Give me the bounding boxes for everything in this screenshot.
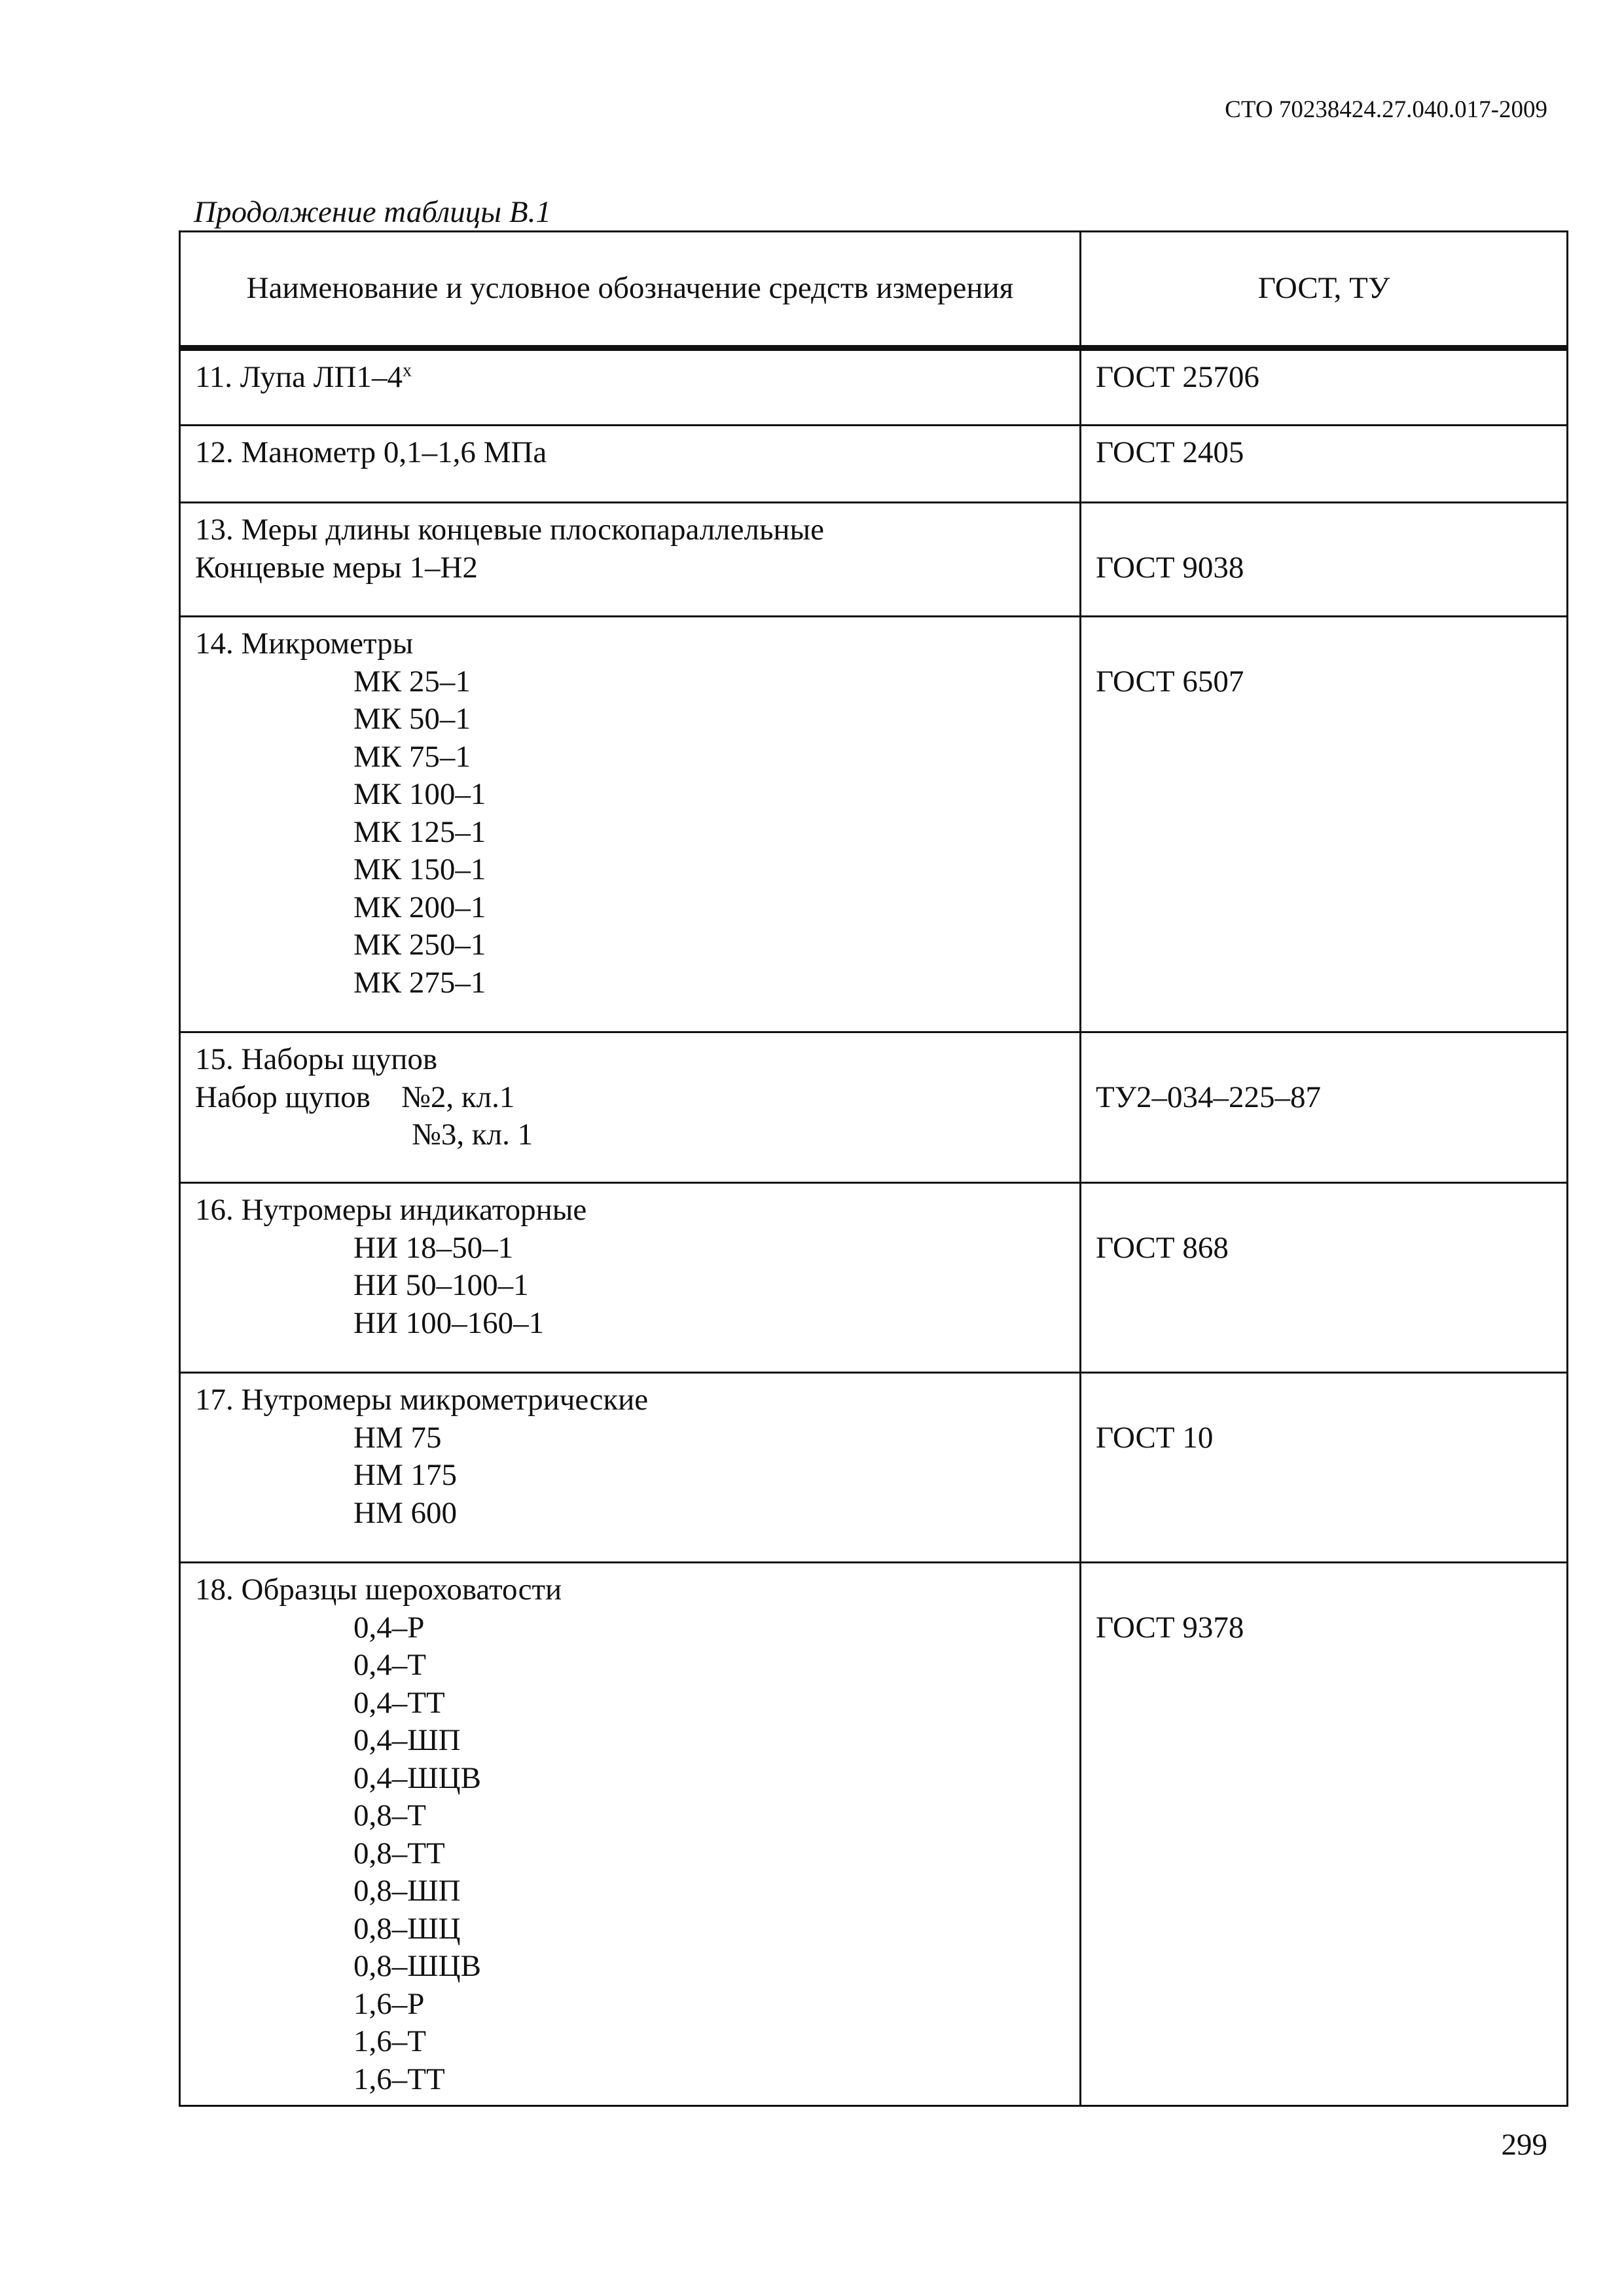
list-item: 1,6–Р [353, 1986, 425, 2021]
row-subtitle: Концевые меры 1–Н2 [195, 550, 478, 585]
page-number: 299 [1501, 2128, 1547, 2162]
gost-reference: ГОСТ 25706 [1096, 360, 1259, 394]
table-row [180, 1563, 1568, 2106]
list-item: МК 75–1 [353, 739, 471, 774]
list-item: НИ 50–100–1 [353, 1268, 529, 1302]
row-name-cell [180, 426, 1081, 503]
row-subtitle: №3, кл. 1 [412, 1118, 533, 1152]
list-item: МК 275–1 [353, 965, 486, 1000]
list-item: МК 50–1 [353, 702, 471, 736]
row-name-cell [180, 503, 1081, 617]
table-row [180, 503, 1568, 617]
list-item: 1,6–ТТ [353, 2062, 445, 2096]
table-row [180, 1183, 1568, 1373]
row-title: 17. Нутромеры микрометрические [195, 1383, 649, 1417]
gost-reference: ГОСТ 9038 [1096, 550, 1244, 585]
list-item: 0,4–ШП [353, 1723, 461, 1757]
table-row [180, 1373, 1568, 1563]
table-header-row [180, 232, 1568, 348]
row-title: 16. Нутромеры индикаторные [195, 1193, 587, 1227]
row-gost-cell [1081, 617, 1568, 1032]
row-gost-cell [1081, 1032, 1568, 1183]
list-item: МК 200–1 [353, 890, 486, 924]
list-item: МК 100–1 [353, 777, 486, 811]
column-header-name: Наименование и условное обозначение средств измерения [180, 232, 1081, 348]
list-item: НМ 175 [353, 1458, 457, 1492]
row-subtitle: Набор щупов №2, кл.1 [195, 1080, 515, 1114]
row-gost-cell [1081, 426, 1568, 503]
row-title: 12. Манометр 0,1–1,6 МПа [195, 435, 547, 469]
table-caption: Продолжение таблицы В.1 [194, 195, 551, 229]
table-row [180, 348, 1568, 426]
row-title: 14. Микрометры [195, 627, 414, 661]
row-name-cell [180, 348, 1081, 426]
list-item: МК 150–1 [353, 852, 486, 886]
gost-reference: ГОСТ 10 [1096, 1420, 1214, 1455]
gost-reference: ГОСТ 6507 [1096, 664, 1244, 699]
list-item: 0,8–Т [353, 1798, 426, 1832]
list-item: 0,4–Т [353, 1648, 426, 1682]
row-title: 18. Образцы шероховатости [195, 1573, 562, 1607]
list-item: 0,4–ТТ [353, 1685, 445, 1720]
row-name-cell [180, 1183, 1081, 1373]
list-item: 0,4–Р [353, 1610, 425, 1645]
row-gost-cell [1081, 1183, 1568, 1373]
table-row [180, 1032, 1568, 1183]
document-code: СТО 70238424.27.040.017-2009 [1225, 96, 1547, 123]
row-name-cell [180, 1032, 1081, 1183]
list-item: МК 25–1 [353, 664, 471, 699]
gost-reference: ГОСТ 9378 [1096, 1610, 1244, 1645]
gost-reference: ГОСТ 2405 [1096, 435, 1244, 469]
list-item: 0,8–ТТ [353, 1836, 445, 1870]
list-item: НИ 18–50–1 [353, 1230, 514, 1265]
list-item: 0,8–ШЦВ [353, 1949, 481, 1983]
gost-reference: ГОСТ 868 [1096, 1230, 1229, 1265]
column-header-gost: ГОСТ, ТУ [1081, 232, 1568, 348]
superscript-mark: x [403, 360, 412, 381]
list-item: 0,4–ШЦВ [353, 1760, 481, 1795]
list-item: НМ 75 [353, 1420, 442, 1455]
row-title: 13. Меры длины концевые плоскопараллельные [195, 513, 824, 547]
table-row [180, 617, 1568, 1032]
row-title: 15. Наборы щупов [195, 1042, 438, 1076]
row-gost-cell [1081, 1373, 1568, 1563]
row-name-cell [180, 1373, 1081, 1563]
row-name-cell [180, 1563, 1081, 2106]
list-item: 0,8–ШЦ [353, 1911, 461, 1946]
row-gost-cell [1081, 1563, 1568, 2106]
list-item: 0,8–ШП [353, 1874, 461, 1908]
list-item: НМ 600 [353, 1495, 457, 1530]
table-row [180, 426, 1568, 503]
row-gost-cell [1081, 348, 1568, 426]
row-title: 11. Лупа ЛП1–4 [195, 360, 403, 394]
list-item: 1,6–Т [353, 2024, 426, 2058]
row-name-cell [180, 617, 1081, 1032]
list-item: МК 250–1 [353, 928, 486, 962]
row-gost-cell [1081, 503, 1568, 617]
list-item: НИ 100–160–1 [353, 1305, 545, 1340]
instruments-table [179, 230, 1568, 2107]
list-item: МК 125–1 [353, 814, 486, 849]
gost-reference: ТУ2–034–225–87 [1096, 1080, 1321, 1114]
